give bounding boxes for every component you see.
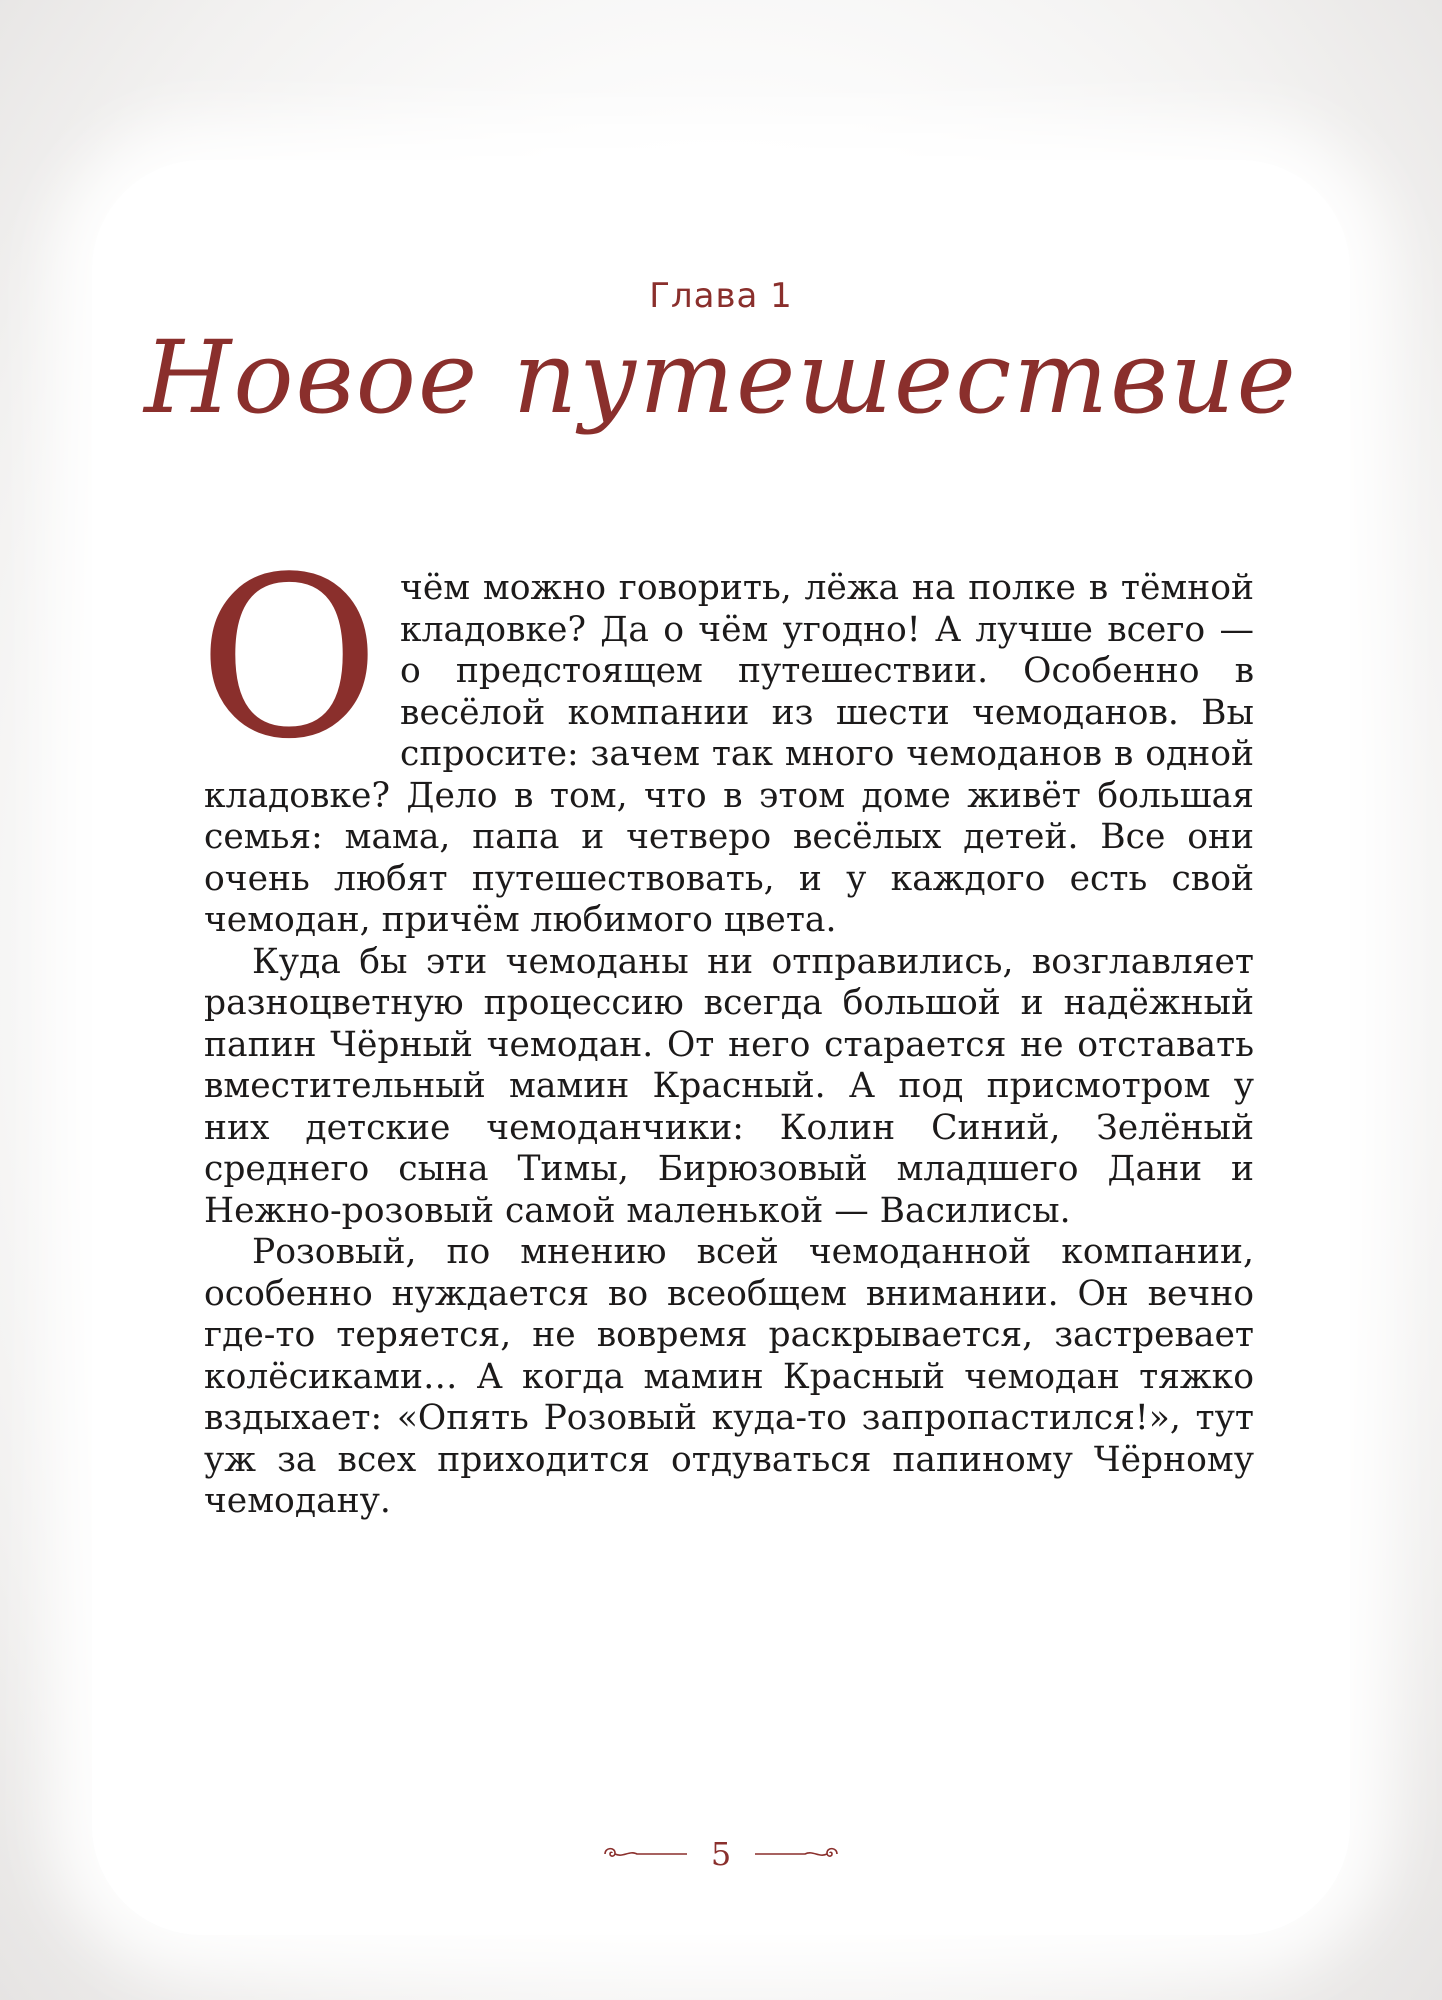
right-ornament-icon	[751, 1843, 841, 1865]
left-ornament-icon	[601, 1843, 691, 1865]
paragraph-1-text: чём можно говорить, лёжа на полке в тёмной кладовке? Да о чём угодно! А лучше всего — о предстоящем путешествии. Особенно в весёлой компании из шести чемоданов. Вы спросите: зачем так много чемоданов в одной кладовке? Дело в том, что в этом доме живёт большая семья: мама, папа и четверо весёлых детей. Все они очень любят путешествовать, и у каждого есть свой чемодан, причём любимого цвета.	[204, 568, 1254, 940]
page-number: 5	[710, 1835, 732, 1873]
paragraph-2: Куда бы эти чемоданы ни отправились, возглавляет разноцветную процессию всегда большой и надёжный папин Чёрный чемодан. От него старается не отставать вместительный мамин Красный. А под присмотром у них детские чемоданчики: Колин Синий, Зелёный среднего сына Тимы, Бирюзовый младшего Дани и Нежно-розовый самой маленькой — Василисы.	[204, 941, 1254, 1231]
chapter-label: Глава 1	[649, 276, 793, 316]
paragraph-1	[198, 530, 1254, 942]
page-footer	[0, 1835, 1442, 1873]
chapter-body	[198, 530, 1254, 1523]
drop-cap: О	[198, 530, 381, 788]
chapter-title: Новое путешествие	[144, 319, 1298, 436]
paragraph-3: Розовый, по мнению всей чемоданной компании, особенно нуждается во всеобщем внимании. Он вечно где-то теряется, не вовремя раскрывается, застревает колёсиками… А когда мамин Красный чемодан тяжко вздыхает: «Опять Розовый куда-то запропастился!», тут уж за всех приходится отдуваться папиному Чёрному чемодану.	[204, 1232, 1254, 1521]
